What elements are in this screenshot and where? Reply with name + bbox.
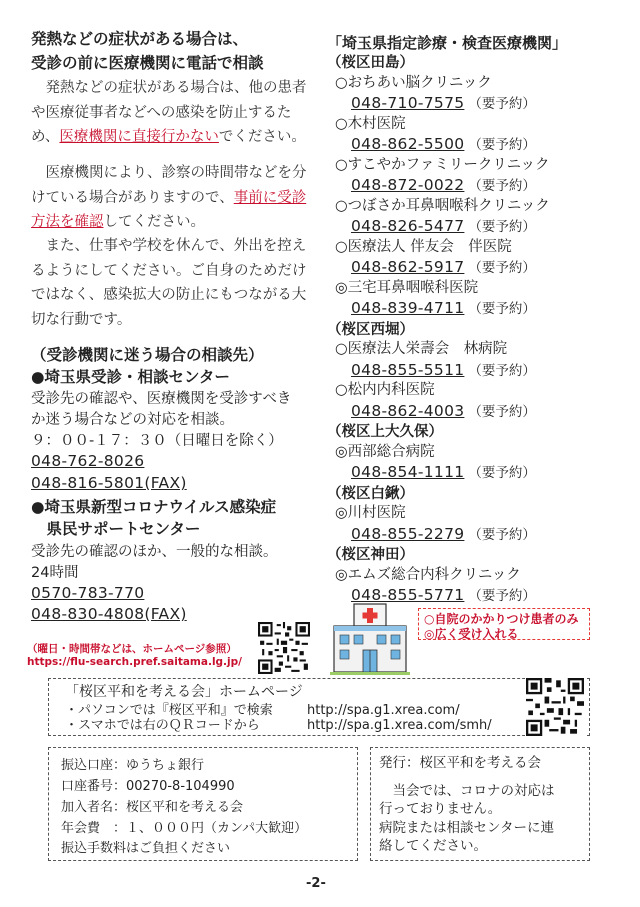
- reservation-required-label: （要予約）: [468, 301, 536, 317]
- reservation-required-label: （要予約）: [468, 403, 536, 420]
- clinic-tel[interactable]: 048-855-2279: [351, 524, 465, 543]
- clinic-tel-row: [351, 360, 536, 382]
- clinic-tel[interactable]: 048-855-5511: [351, 360, 465, 379]
- publisher-box: [370, 747, 590, 861]
- clinic-tel[interactable]: 048-710-7575: [351, 94, 465, 112]
- center1-desc-2: か迷う場合などの対応を相談。: [31, 412, 234, 428]
- transfer-fee-note: 振込手数料はご負担ください: [61, 841, 231, 856]
- clinic-name: ◎三宅耳鼻咽喉科医院: [335, 279, 479, 296]
- clinic-tel-row: [351, 585, 536, 607]
- clinic-name: ◎西部総合病院: [335, 443, 435, 460]
- homepage-sp-url[interactable]: http://spa.g1.xrea.com/smh/: [307, 718, 492, 733]
- clinic-name: ◎川村医院: [335, 505, 406, 521]
- area-heading: （桜区神田）: [327, 547, 414, 563]
- center2-desc: 受診先の確認のほか、一般的な相談。: [31, 544, 278, 560]
- paragraph-3: また、仕事や学校を休んで、外出を控えるようにしてください。ご自身のためだけではなく、感染拡大の防止にもつながる大切な行動です。: [31, 238, 307, 328]
- area-heading: （桜区田島）: [327, 55, 414, 71]
- clinic-name: ○おちあい脳クリニック: [335, 74, 492, 91]
- publisher-body-1: 当会では、コロナの対応は: [379, 783, 555, 799]
- reservation-required-label: （要予約）: [468, 465, 536, 481]
- clinic-tel[interactable]: 048-862-4003: [351, 401, 465, 420]
- center1-tel[interactable]: 048-762-8026: [31, 452, 145, 470]
- publisher-body-3: 病院または相談センターに連: [379, 820, 554, 836]
- clinic-tel[interactable]: 048-862-5500: [351, 135, 465, 153]
- reservation-required-label: （要予約）: [468, 96, 536, 112]
- qr-code-icon: [258, 621, 310, 675]
- paragraph-1: 発熱などの症状がある場合は、他の患者や医療従事者などへの感染を防止するため、医療機関に直接行かないでください。: [31, 80, 307, 145]
- bank-account-box: [48, 747, 358, 861]
- clinic-tel-row: [351, 175, 536, 197]
- clinic-tel-row: [351, 524, 536, 546]
- area-heading: （桜区上大久保）: [327, 424, 443, 440]
- clinic-tel[interactable]: 048-872-0022: [351, 176, 465, 194]
- clinic-tel[interactable]: 048-855-5771: [351, 586, 465, 604]
- clinic-tel-row: [351, 401, 536, 423]
- clinic-tel-row: [351, 462, 536, 484]
- consult-heading: （受診機関に迷う場合の相談先）: [31, 346, 264, 364]
- center1-name: ●埼玉県受診・相談センター: [31, 368, 230, 386]
- heading-line-1: 発熱などの症状がある場合は、: [31, 30, 249, 48]
- paragraph-2: 医療機関により、診察の時間帯などを分けている場合がありますので、事前に受診方法を確認してください。: [31, 165, 307, 230]
- clinic-name: ○すこやかファミリークリニック: [335, 156, 550, 173]
- homepage-pc-label: ・パソコンでは『桜区平和』で検索: [65, 703, 273, 718]
- account-holder: 加入者名：桜区平和を考える会: [61, 800, 244, 815]
- center2-fax[interactable]: 048-830-4808(FAX): [31, 605, 187, 623]
- reservation-required-label: （要予約）: [468, 260, 536, 276]
- homepage-sp-label: ・スマホでは右のＱＲコードから: [65, 718, 260, 733]
- reservation-required-label: （要予約）: [468, 137, 536, 153]
- legend-box: [418, 608, 590, 640]
- direct-visit-warning: 医療機関に直接行かない: [59, 129, 219, 145]
- reservation-required-label: （要予約）: [468, 362, 536, 379]
- center1-fax[interactable]: 048-816-5801(FAX): [31, 474, 187, 492]
- clinic-tel[interactable]: 048-862-5917: [351, 258, 465, 276]
- homepage-box: [48, 678, 590, 736]
- clinic-tel[interactable]: 048-839-4711: [351, 299, 465, 317]
- clinic-tel-row: [351, 134, 536, 156]
- homepage-pc-url[interactable]: http://spa.g1.xrea.com/: [307, 703, 460, 718]
- homepage-qr-code-icon: [525, 678, 585, 736]
- reservation-required-label: （要予約）: [468, 178, 536, 194]
- clinic-tel-row: [351, 257, 536, 279]
- area-heading: （桜区白鍬）: [327, 485, 414, 502]
- center1-desc-1: 受診先の確認や、医療機関を受診すべき: [31, 391, 292, 407]
- web-url[interactable]: https://flu-search.pref.saitama.lg.jp/: [27, 656, 242, 668]
- clinic-name: ○医療法人栄壽会 林病院: [335, 341, 508, 357]
- reservation-required-label: （要予約）: [468, 526, 536, 543]
- heading-line-2: 受診の前に医療機関に電話で相談: [31, 54, 264, 72]
- web-note: （曜日・時間帯などは、ホームページ参照）: [27, 643, 237, 655]
- publisher-body-2: 行っておりません。: [379, 801, 502, 817]
- center2-tel[interactable]: 0570-783-770: [31, 584, 145, 602]
- area-heading: （桜区西堀）: [327, 321, 414, 338]
- annual-fee: 年会費 ：１、０００円（カンパ大歓迎）: [61, 821, 308, 836]
- center2-hours: 24時間: [31, 565, 79, 581]
- clinic-tel-row: [351, 298, 536, 320]
- homepage-title: 「桜区平和を考える会」ホームページ: [65, 684, 303, 700]
- center2-name-1: ●埼玉県新型コロナウイルス感染症: [31, 498, 277, 516]
- clinic-name: ○つぼさか耳鼻咽喉科クリニック: [335, 197, 550, 214]
- clinic-tel-row: [351, 216, 536, 238]
- publisher-title: 発行：桜区平和を考える会: [379, 755, 541, 771]
- clinic-tel[interactable]: 048-826-5477: [351, 217, 465, 235]
- publisher-body-4: 絡してください。: [379, 838, 487, 854]
- legend-own-patients: ○自院のかかりつけ患者のみ: [424, 612, 579, 626]
- clinic-name: ○木村医院: [335, 115, 406, 132]
- confirm-method-warning: 事前に受診方法を確認: [31, 189, 307, 230]
- clinic-name: ○松内内科医院: [335, 382, 435, 398]
- clinic-tel-row: [351, 93, 536, 115]
- account-number: 口座番号：00270-8-104990: [61, 779, 235, 794]
- clinic-name: ◎エムズ総合内科クリニック: [335, 566, 521, 583]
- clinic-name: ○医療法人 伴友会 伴医院: [335, 238, 512, 255]
- center1-hours: ９：００-１７：３０（日曜日を除く）: [31, 433, 283, 449]
- reservation-required-label: （要予約）: [468, 588, 536, 604]
- reservation-required-label: （要予約）: [468, 219, 536, 235]
- page-number: -2-: [306, 876, 326, 891]
- center2-name-2: 県民サポートセンター: [31, 520, 201, 538]
- clinic-list-title: 「埼玉県指定診療・検査医療機関」: [327, 34, 568, 52]
- legend-widely-accepted: ◎広く受け入れる: [424, 627, 519, 641]
- clinic-tel[interactable]: 048-854-1111: [351, 463, 465, 481]
- hospital-icon: [330, 600, 410, 676]
- bank-name: 振込口座：ゆうちょ銀行: [61, 758, 205, 773]
